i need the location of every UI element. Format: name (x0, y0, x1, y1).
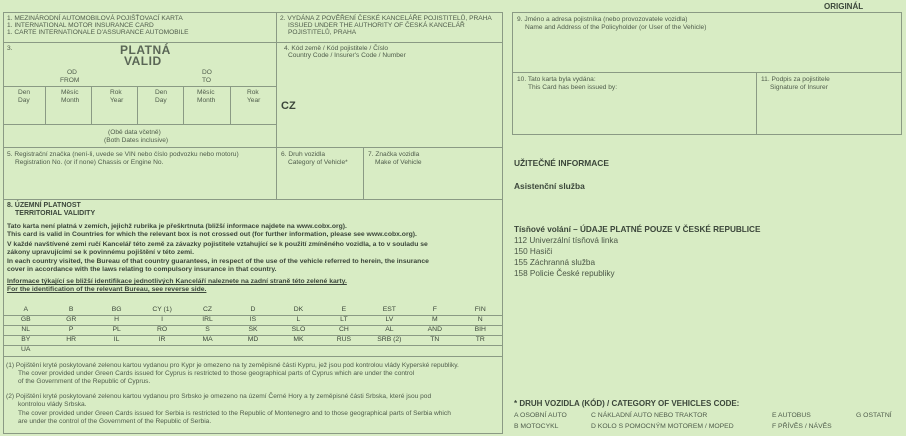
country-cell: IS (249, 316, 257, 323)
country-cell: SK (248, 326, 258, 333)
country-cell: NL (21, 326, 31, 333)
box8-p7: Informace týkající se bližší identifikace jednotlivých Kanceláří naleznete na zadní straně této zelené karty. (7, 278, 347, 285)
footnote2-a: (2) Pojištění kryté poskytované zelenou kartou vydanou pro Srbsko je omezeno na území Černé Hory a ty zeměpisné části Srbska, které jsou pod (6, 393, 432, 400)
country-cell: GB (20, 316, 31, 323)
footnote1-a: (1) Pojištění kryté poskytované zelenou kartou vydanou pro Kypr je omezeno na ty zeměpisné části Kypru, jež jsou pod kontrolou vlády Kyperské republiky. (6, 362, 459, 369)
useful-info-title: UŽITEČNÉ INFORMACE (514, 158, 609, 168)
country-cell: B (68, 306, 74, 313)
country-cell: PL (112, 326, 121, 333)
box1-line1: 1. MEZINÁRODNÍ AUTOMOBILOVÁ POJIŠŤOVACÍ KARTA (7, 15, 183, 22)
emergency-158: 158 Policie České republiky (514, 269, 615, 278)
col-mesic-2: Měsíc (197, 89, 215, 96)
box8-p8: For the identification of the relevant Bureau, see reverse side. (7, 286, 207, 293)
country-cell: CZ (203, 306, 213, 313)
footnote2-c: The cover provided under Green Cards issued for Serbia is restricted to the Republic of Montenegro and to those geographical parts of Serbia which (18, 410, 451, 417)
col-year-1: Year (110, 97, 124, 104)
box7-line2: Make of Vehicle (375, 159, 422, 166)
assistance-label: Asistenční služba (514, 181, 585, 191)
emergency-150: 150 Hasiči (514, 247, 553, 256)
col-den-1: Den (18, 89, 31, 96)
col-month-1: Month (61, 97, 80, 104)
valid-label: VALID (124, 54, 162, 68)
footnote2-b: kontrolou vlády Srbska. (18, 401, 87, 408)
col-rok-1: Rok (110, 89, 122, 96)
footnote2-d: are under the control of the Government of the Republic of Serbia. (18, 418, 212, 425)
country-cell: AL (385, 326, 394, 333)
country-cell: N (477, 316, 483, 323)
box11-line2: Signature of Insurer (770, 84, 828, 91)
country-cell: S (205, 326, 210, 333)
box8-p3: V každé navštívené zemi ručí Kancelář této země za závazky pojistitele vztahující se k použití zmíněného vozidla, a to v souladu se (7, 241, 428, 248)
to-label: TO (202, 77, 212, 84)
original-label: ORIGINÁL (824, 2, 864, 11)
category-b: B MOTOCYKL (514, 423, 559, 430)
country-cell: DK (293, 306, 304, 313)
country-cell: MK (293, 336, 304, 343)
footnote1-b: The cover provided under Green Cards issued for Cyprus is restricted to those geographical parts of Cyprus which are under the control (18, 370, 415, 377)
country-cell: P (68, 326, 74, 333)
box2-line3: POJISTITELŮ, PRAHA (288, 29, 357, 36)
country-cell: MA (202, 336, 213, 343)
box8-p4: zákony upravujícími se k povinnému pojištění v této zemi. (7, 249, 194, 256)
box5-line2: Registration No. (or if none) Chassis or Engine No. (15, 159, 164, 166)
box8-p1: Tato karta není platná v zemích, jejichž rubrika je přeškrtnuta (bližší informace najdete na www.cobx.org). (7, 223, 347, 230)
emergency-155: 155 Záchranná služba (514, 258, 596, 267)
box8-title-cz: 8. ÚZEMNÍ PLATNOST (7, 202, 81, 209)
country-cell: LV (385, 316, 394, 323)
footnote1-c: of the Government of the Republic of Cyprus. (18, 378, 151, 385)
col-day-1: Day (18, 97, 30, 104)
box8-p5: In each country visited, the Bureau of that country guarantees, in respect of the use of the vehicle referred to herein, the insurance (7, 258, 429, 265)
both-dates-cz: (Obě data včetně) (108, 129, 161, 136)
country-cell: GR (66, 316, 77, 323)
country-cell: CH (338, 326, 349, 333)
country-cell: TN (430, 336, 440, 343)
od-label: OD (67, 69, 77, 76)
country-cell: M (431, 316, 438, 323)
do-label: DO (202, 69, 212, 76)
category-f: F PŘÍVĚS / NÁVĚS (772, 423, 832, 430)
country-cell: L (296, 316, 301, 323)
box4-line2: Country Code / Insurer's Code / Number (288, 52, 406, 59)
country-cell: IRL (202, 316, 213, 323)
category-d: D KOLO S POMOCNÝM MOTOREM / MOPED (591, 423, 734, 430)
country-cell: BG (111, 306, 122, 313)
country-cell: EST (382, 306, 396, 313)
country-cell: HR (66, 336, 77, 343)
box10-line1: 10. Tato karta byla vydána: (517, 76, 596, 83)
col-month-2: Month (197, 97, 216, 104)
box2-line1: 2. VYDÁNA Z POVĚŘENÍ ČESKÉ KANCELÁŘE POJISTITELŮ, PRAHA (280, 15, 492, 22)
col-den-2: Den (155, 89, 168, 96)
category-e: E AUTOBUS (772, 412, 811, 419)
box5-line1: 5. Registrační značka (není-li, uvede se VIN nebo číslo podvozku nebo motoru) (7, 151, 239, 158)
box3-num: 3. (7, 45, 13, 52)
box1-line3: 1. CARTE INTERNATIONALE D'ASSURANCE AUTOMOBILE (7, 29, 189, 36)
box6-line2: Category of Vehicle* (288, 159, 348, 166)
box9-line1: 9. Jméno a adresa pojistníka (nebo provozovatele vozidla) (517, 16, 688, 23)
platna-label: PLATNÁ (120, 43, 171, 57)
country-cell: AND (427, 326, 442, 333)
both-dates-en: (Both Dates inclusive) (104, 137, 169, 144)
country-cell: BY (21, 336, 31, 343)
country-cell: BIH (474, 326, 486, 333)
emergency-112: 112 Univerzální tísňová linka (514, 236, 619, 245)
emergency-title: Tísňové volání – ÚDAJE PLATNÉ POUZE V ČESKÉ REPUBLICE (514, 225, 761, 234)
country-cell: MD (247, 336, 259, 343)
country-cell: IR (158, 336, 166, 343)
country-grid (3, 305, 503, 356)
col-rok-2: Rok (247, 89, 259, 96)
box4-line1: 4. Kód země / Kód pojistitele / Číslo (284, 45, 389, 52)
col-day-2: Day (155, 97, 167, 104)
col-mesic-1: Měsíc (61, 89, 79, 96)
country-cell: F (432, 306, 437, 313)
box1-line2: 1. INTERNATIONAL MOTOR INSURANCE CARD (7, 22, 154, 29)
country-cell: E (341, 306, 347, 313)
country-cell: TR (475, 336, 485, 343)
country-cell: I (161, 316, 164, 323)
box8-title-en: TERRITORIAL VALIDITY (15, 210, 96, 217)
category-g: G OSTATNÍ (856, 412, 892, 419)
col-year-2: Year (247, 97, 261, 104)
box9-line2: Name and Address of the Policyholder (or User of the Vehicle) (525, 24, 707, 31)
country-cell: SLO (291, 326, 306, 333)
country-cell: CY (1) (152, 306, 172, 313)
box10-line2: This Card has been issued by: (528, 84, 618, 91)
country-cell: H (114, 316, 120, 323)
country-cell: FIN (474, 306, 486, 313)
box6-line1: 6. Druh vozidla (281, 151, 325, 158)
country-cell: IL (113, 336, 120, 343)
category-c: C NÁKLADNÍ AUTO NEBO TRAKTOR (591, 412, 708, 419)
country-cell: RUS (336, 336, 352, 343)
country-cell: A (23, 306, 28, 313)
country-cell: RO (156, 326, 168, 333)
box7-line1: 7. Značka vozidla (368, 151, 420, 158)
country-cell: D (250, 306, 256, 313)
category-a: A OSOBNÍ AUTO (514, 412, 567, 419)
category-title: * DRUH VOZIDLA (KÓD) / CATEGORY OF VEHICLES CODE: (514, 399, 740, 408)
country-cell: LT (340, 316, 348, 323)
box8-p2: This card is valid in Countries for which the relevant box is not crossed out (for further information, please see www.cobx.org). (7, 231, 417, 238)
from-label: FROM (60, 77, 80, 84)
box8-p6: cover in accordance with the laws relating to compulsory insurance in that country. (7, 266, 277, 273)
country-code-cz: CZ (281, 100, 296, 112)
box2-line2: ISSUED UNDER THE AUTHORITY OF ČESKÁ KANCELÁŘ (288, 22, 465, 29)
box11-line1: 11. Podpis za pojistitele (761, 76, 830, 83)
country-cell: SRB (2) (377, 336, 402, 343)
country-cell: UA (21, 346, 31, 353)
